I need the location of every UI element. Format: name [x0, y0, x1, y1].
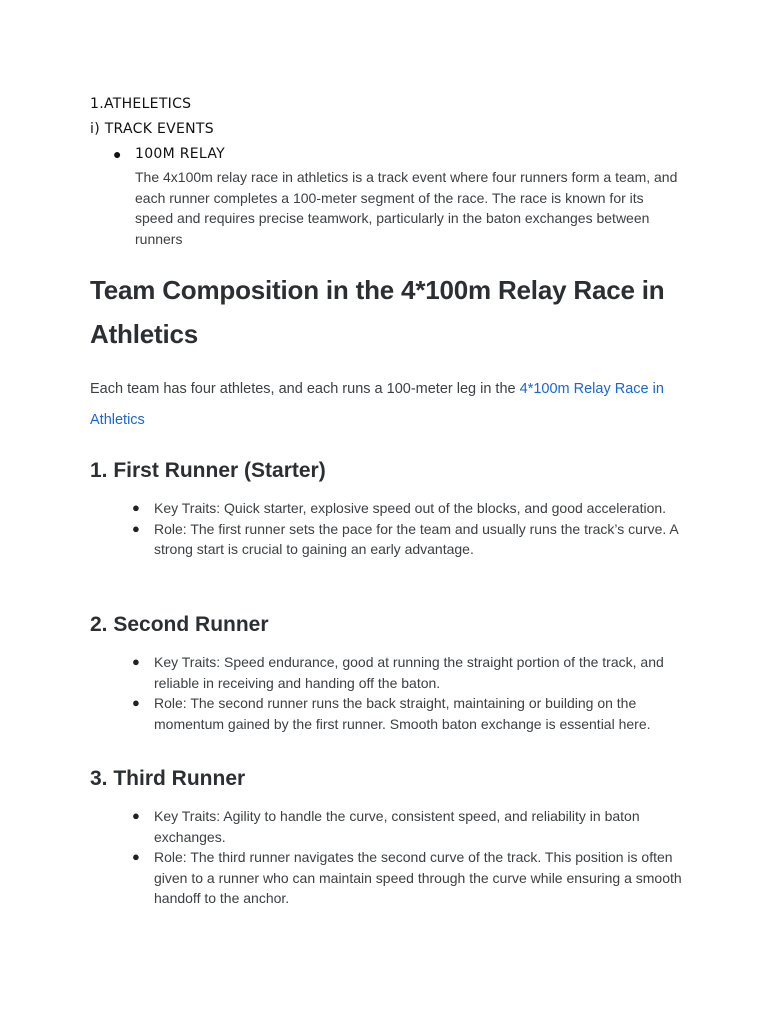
list-item [90, 498, 684, 519]
bullet-icon: ● [132, 500, 140, 515]
section-number-heading: 1.ATHELETICS [90, 96, 192, 112]
relay-race-link[interactable]: 4*100m Relay Race in Athletics [90, 381, 664, 428]
list-item-text: Role: The first runner sets the pace for the team and usually runs the track’s curve. A strong start is crucial to gaining an early advantage. [154, 520, 678, 557]
bullet-icon: ● [132, 695, 140, 710]
lead-paragraph [90, 374, 680, 436]
list-item [90, 519, 684, 560]
lead-text: Each team has four athletes, and each runs a 100-meter leg in the [90, 381, 520, 397]
bullet-icon: ● [132, 520, 140, 536]
list-item-text: Key Traits: Quick starter, explosive speed out of the blocks, and good acceleration. [154, 500, 667, 516]
section-second-runner [90, 610, 690, 732]
list-item-text: Role: The third runner navigates the second curve of the track. This position is often given to a runner who can maintain speed through the curve while ensuring a smooth handoff to the anchor. [154, 849, 682, 906]
section-heading: 3. Third Runner [90, 767, 246, 790]
list-item-text: Role: The second runner runs the back straight, maintaining or building on the momentum gained by the first runner. Smooth baton exchange is essential here. [154, 695, 651, 732]
list-item [90, 693, 684, 734]
bullet-icon: ● [132, 849, 140, 864]
intro-list [90, 142, 680, 249]
list-item-text: Key Traits: Agility to handle the curve, consistent speed, and reliability in baton exchanges. [154, 808, 640, 845]
list-item [90, 652, 684, 693]
list-item-text: Key Traits: Speed endurance, good at running the straight portion of the track, and reliable in receiving and handing off the baton. [154, 654, 664, 691]
bullet-list [90, 498, 684, 560]
subsection-heading: i) TRACK EVENTS [90, 121, 214, 137]
section-heading: 2. Second Runner [90, 613, 269, 636]
main-heading: Team Composition in the 4*100m Relay Race in Athletics [90, 275, 665, 349]
bullet-icon: ● [132, 808, 140, 823]
intro-paragraph: The 4x100m relay race in athletics is a track event where four runners form a team, and each runner completes a 100-meter segment of the race. The race is known for its speed and requires precise teamwork, particularly in the baton exchanges between runners [135, 169, 678, 247]
section-heading: 1. First Runner (Starter) [90, 459, 326, 482]
list-item [90, 847, 684, 909]
section-third-runner [90, 764, 690, 906]
bullet-list [90, 652, 684, 734]
bullet-icon: ● [132, 654, 140, 669]
bullet-list [90, 806, 684, 909]
list-item [90, 806, 684, 847]
intro-bullet-title: 100M RELAY [135, 146, 225, 162]
intro-list-item [90, 142, 680, 249]
bullet-icon: ● [113, 146, 122, 162]
section-first-runner [90, 456, 690, 557]
document-page [90, 92, 682, 906]
